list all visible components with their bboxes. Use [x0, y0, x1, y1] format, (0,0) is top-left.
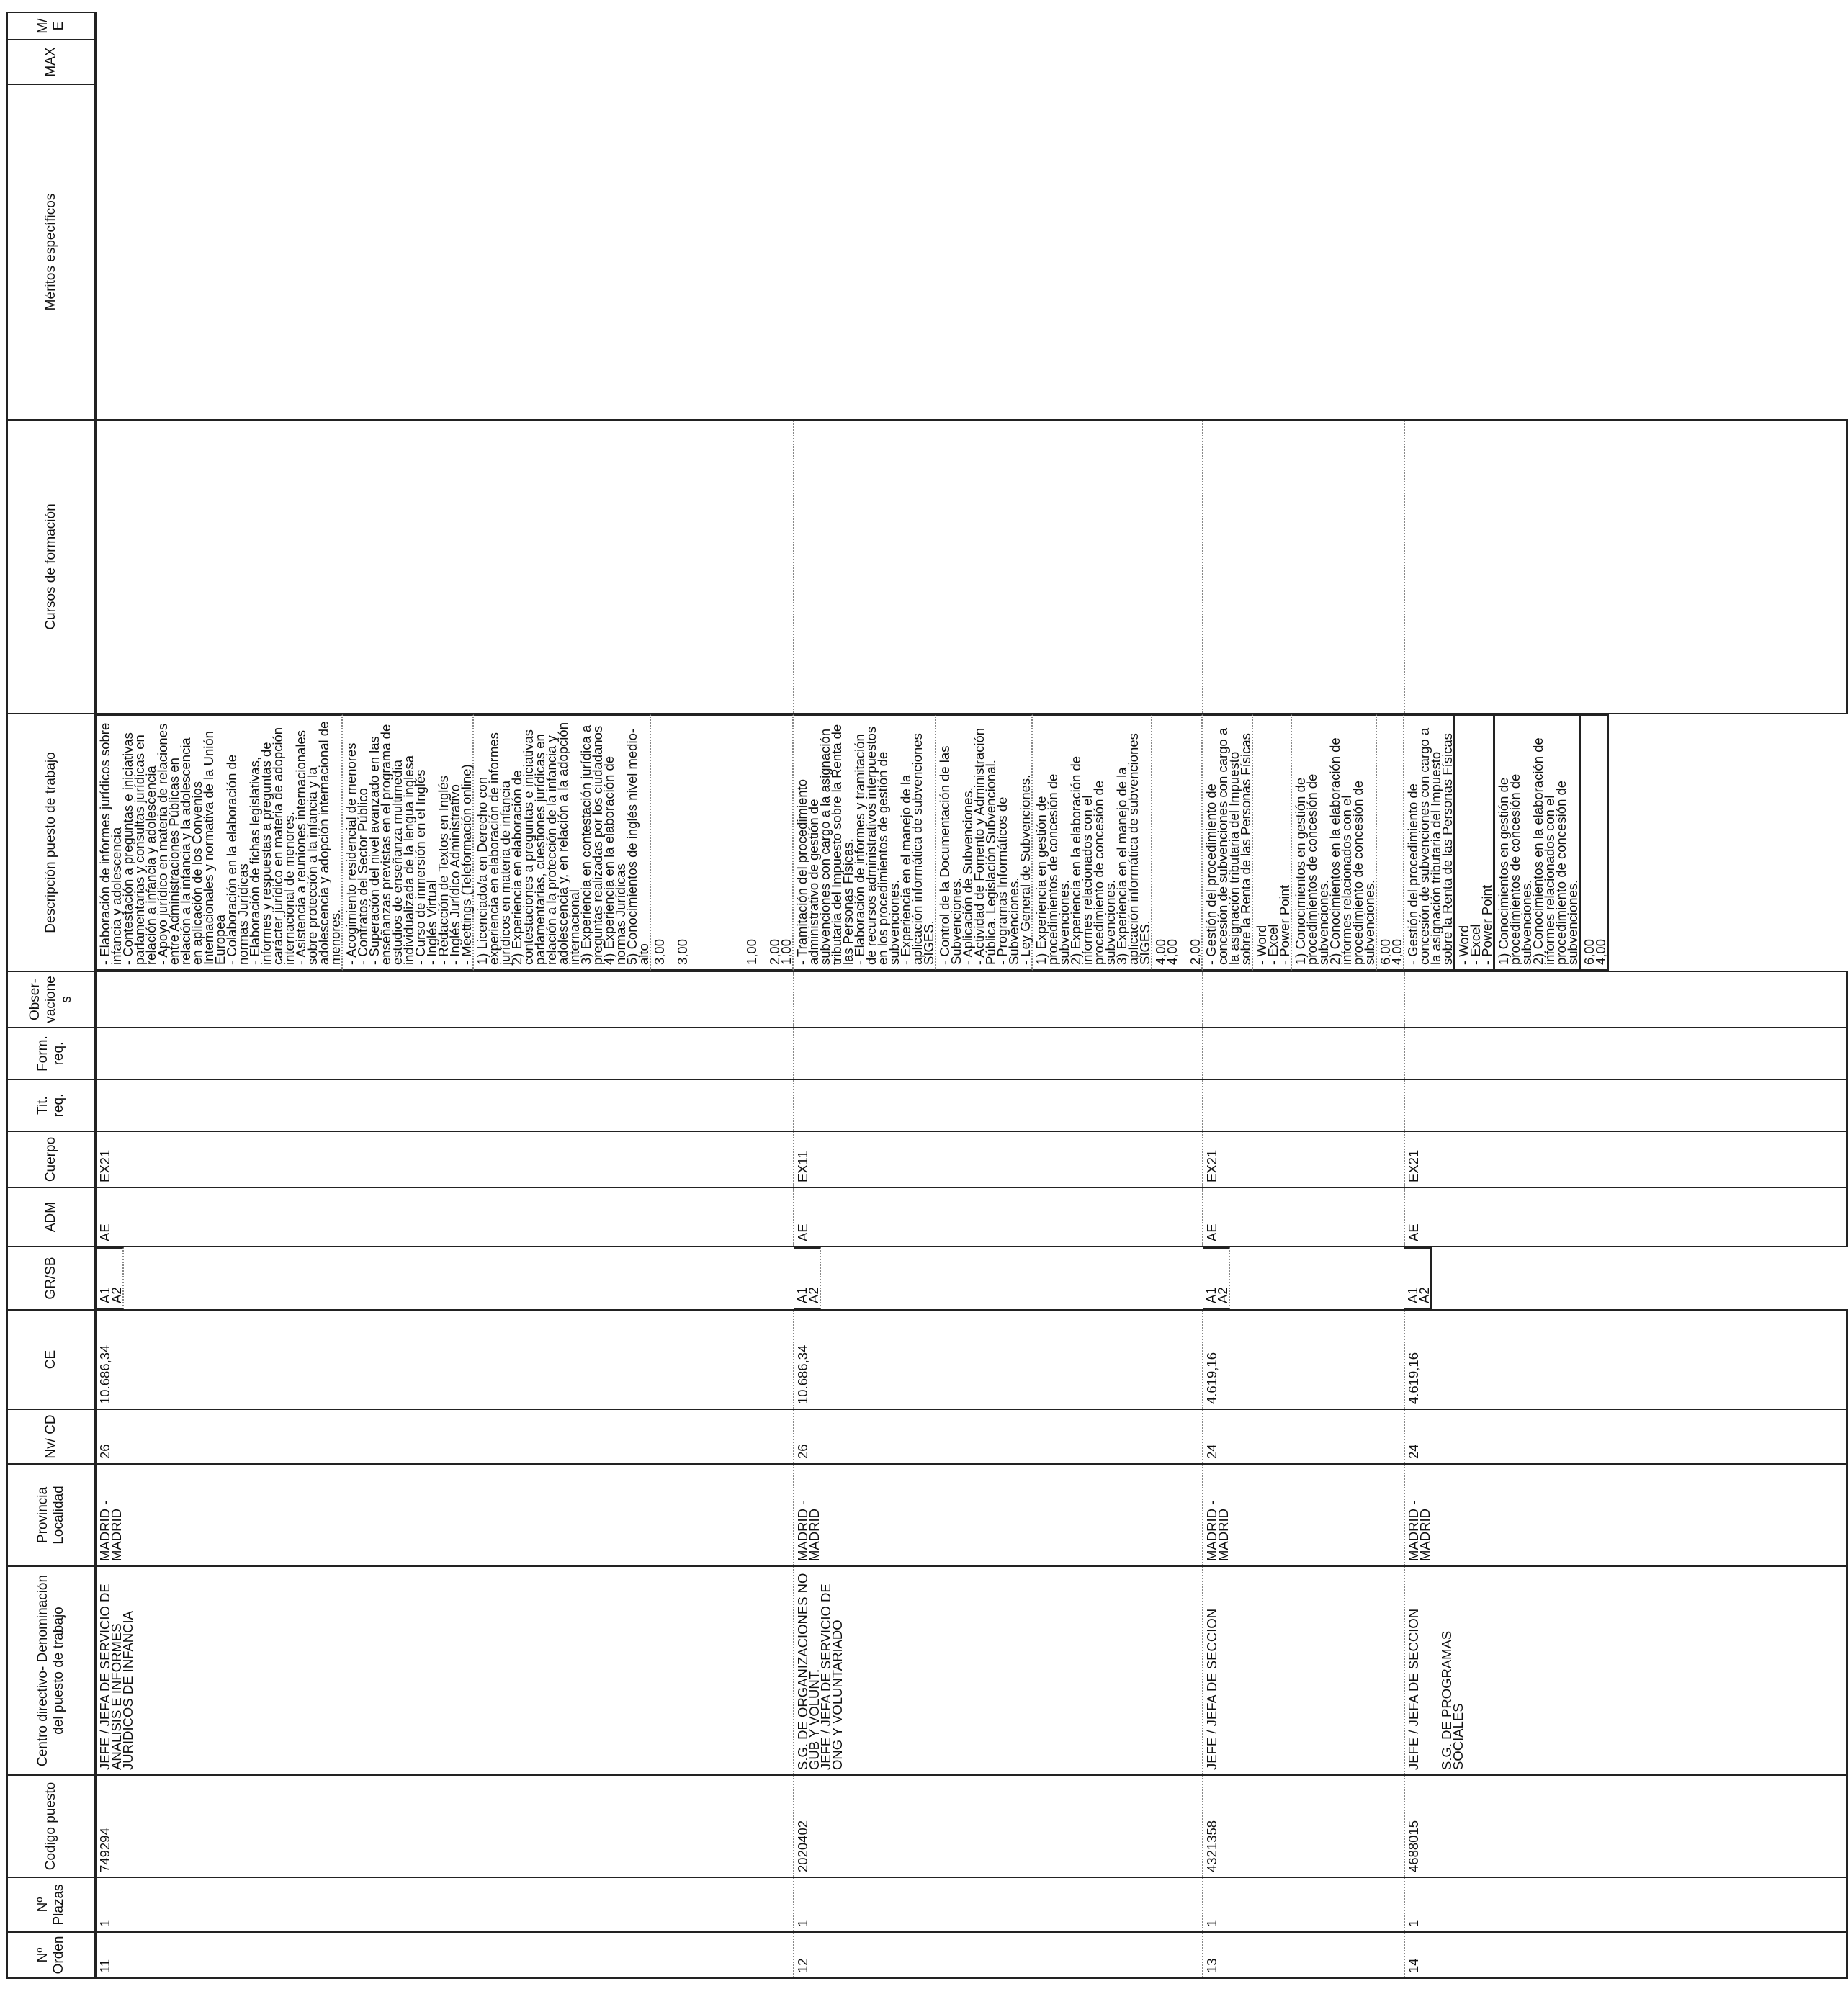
cell-adm: AE: [96, 1187, 794, 1246]
table-row: [96, 12, 794, 1978]
table-row: [794, 12, 1203, 1978]
table-row: [1404, 12, 1847, 1978]
cell-adm: AE: [1404, 1187, 1847, 1246]
header-ce: CE: [7, 1310, 96, 1409]
cell-ce: 10.686,34: [794, 1310, 1203, 1409]
cell-centro: [1203, 1566, 1404, 1775]
cell-nivel: 24: [1203, 1409, 1404, 1464]
cell-formacion: [794, 1028, 1203, 1079]
cell-descripcion: - Elaboración de informes jurídicos sobre infancia y adolescencia - Contestación a preguntas e iniciativas parlamentarias y consultas jurídicas en relación a infancia y adolescencia - Apoyo jurídico en materia de relaciones entre Administraciones Públicas en relación a la infancia y la adolescencia en aplicación de los Convenios Internacionales y normativa de la Unión Europea - Colaboración en la elaboración de normas Jurídicas - Elaboración de fichas legislativas, informes y respuestas a preguntas de carácter jurídico en materia de adopción internacional de menores. - Asistencia a reuniones internacionales sobre protección a la infancia y la adolescencia y adopción internacional de menores.: [97, 714, 343, 971]
cell-descripcion: - Tramitación del procedimiento administrativo de gestión de subvenciones con cargo a la asignación tributaria del Impuesto sobre la Renta de las Personas Físicas. - Elaboración de informes y tramitación de recursos administrativos interpuestos en los procedimientos de gestión de subvenciones. - Experiencia en el manejo de la aplicación informática de subvenciones SIGES.: [794, 714, 936, 971]
header-row: [7, 12, 96, 1978]
cell-cuerpo: EX21: [96, 1131, 794, 1187]
header-me: M/E: [7, 12, 96, 40]
cell-plazas: 1: [794, 1877, 1203, 1932]
cell-cursos: - Word - Excel - Power Point: [1253, 714, 1292, 971]
cell-adm: AE: [794, 1187, 1203, 1246]
cell-me: [1203, 420, 1404, 714]
cell-centro: [96, 1566, 794, 1775]
cell-titulacion: [1404, 1079, 1847, 1131]
cell-grupo: A1 A2: [97, 1247, 124, 1309]
cell-orden: 12: [794, 1932, 1203, 1978]
cell-centro: [1404, 1566, 1847, 1775]
cell-ce: 4.619,16: [1203, 1310, 1404, 1409]
cell-provincia: MADRID - MADRID: [96, 1464, 794, 1566]
header-nivel: Nv/ CD: [7, 1409, 96, 1464]
cell-cuerpo: EX11: [794, 1131, 1203, 1187]
header-meritos: Méritos específicos: [7, 84, 96, 420]
cell-provincia: MADRID - MADRID: [1203, 1464, 1404, 1566]
cell-denominacion: JEFE / JEFA DE SECCION: [1406, 1608, 1421, 1770]
cell-titulacion: [794, 1079, 1203, 1131]
cell-adm: AE: [1203, 1187, 1404, 1246]
cell-titulacion: [96, 1079, 794, 1131]
cell-grupo: A1 A2: [1203, 1247, 1230, 1309]
cell-centro: [794, 1566, 1203, 1775]
cell-formacion: [1404, 1028, 1847, 1079]
cell-centro-inferior: S.G. DE PROGRAMAS SOCIALES: [1439, 1630, 1466, 1770]
cell-meritos: 1) Experiencia en gestión de procedimientos de concesión de subvenciones. 2) Experiencia en la elaboración de informes relacionados con el procedimiento de concesión de subvenciones. 3) Experiencia en el manejo de la aplicación informática de subvenciones SIGES.: [1033, 714, 1152, 971]
cell-denominacion: JEFE / JEFA DE SERVICIO DE ONG Y VOLUNTARIADO: [818, 1584, 845, 1770]
cell-max: 4,00 4,00 2,00: [1152, 714, 1203, 971]
header-descripcion: Descripción puesto de trabajo: [7, 714, 96, 971]
cell-plazas: 1: [1404, 1877, 1847, 1932]
cell-orden: 11: [96, 1932, 794, 1978]
cell-centro-superior: S.G. DE ORGANIZACIONES NO GUB Y VOLUNT.: [795, 1573, 822, 1770]
cell-me: [1404, 420, 1847, 714]
cell-orden: 13: [1203, 1932, 1404, 1978]
cell-cuerpo: EX21: [1404, 1131, 1847, 1187]
cell-nivel: 24: [1404, 1409, 1847, 1464]
cell-grupo: A1 A2: [1404, 1247, 1432, 1309]
cell-max: 3,00 3,00 1,00 2,00 1,00: [651, 714, 794, 971]
cell-observaciones: [96, 971, 794, 1028]
cell-grupo: A1 A2: [794, 1247, 821, 1309]
header-cursos: Cursos de formación: [7, 420, 96, 714]
cell-codigo: 4688015: [1404, 1775, 1847, 1877]
job-positions-table: [6, 12, 1848, 1979]
cell-meritos: 1) Licenciado/a en Derecho con experiencia en elaboración de informes jurídicos en materia de infancia 2) Experiencia en elaboración de contestaciones a preguntas e iniciativas parlamentarias, cuestiones jurídicas en relación a la protección de la infancia y adolescencia y, en relación a la adopción internacional 3) Experiencia en contestación jurídica a preguntas realizadas por los ciudadanos 4) Experiencia en la elaboración de normas Jurídicas 5) Conocimientos de inglés nivel medio-alto: [474, 714, 651, 971]
cell-formacion: [96, 1028, 794, 1079]
header-cuerpo: Cuerpo: [7, 1131, 96, 1187]
header-plazas: Nº Plazas: [7, 1877, 96, 1932]
cell-cursos: - Acogimiento residencial de menores - Contratos del Sector Público - Superación del nivel avanzado en las enseñanzas previstas en el programa de estudios de enseñanza multimedia individualizada de la lengua inglesa - Curso de inmersión en el Inglés - Inglés Virtual - Redacción de Textos en Inglés - Inglés Jurídico Administrativo - Meettings (Teleformación online): [343, 714, 474, 971]
cell-plazas: 1: [1203, 1877, 1404, 1932]
cell-ce: 10.686,34: [96, 1310, 794, 1409]
cell-plazas: 1: [96, 1877, 794, 1932]
cell-me: [96, 420, 794, 714]
header-adm: ADM: [7, 1187, 96, 1246]
cell-nivel: 26: [96, 1409, 794, 1464]
header-grupo: GR/SB: [7, 1246, 96, 1310]
header-titulacion: Tit. req.: [7, 1079, 96, 1131]
cell-me: [794, 420, 1203, 714]
cell-cuerpo: EX21: [1203, 1131, 1404, 1187]
cell-codigo: 2020402: [794, 1775, 1203, 1877]
cell-orden: 14: [1404, 1932, 1847, 1978]
header-provincia: Provincia Localidad: [7, 1464, 96, 1566]
header-codigo: Codigo puesto: [7, 1775, 96, 1877]
cell-nivel: 26: [794, 1409, 1203, 1464]
table-row: [1203, 12, 1404, 1978]
cell-max: 6,00 4,00: [1377, 714, 1404, 971]
header-orden: Nº Orden: [7, 1932, 96, 1978]
cell-descripcion: - Gestión del procedimiento de concesión de subvenciones con cargo a la asignación tributaria del Impuesto sobre la Renta de las Personas Físicas: [1203, 714, 1253, 971]
cell-max: 6,00 4,00: [1581, 714, 1609, 971]
cell-observaciones: [1203, 971, 1404, 1028]
cell-codigo: 4321358: [1203, 1775, 1404, 1877]
cell-cursos: - Control de la Documentación de las Subvenciones. - Aplicación de Subvenciones. - Actividad de Fomento y Administración Pública. Legislación Subvencional. - Programas Informáticos de Subvenciones. - Ley General de Subvenciones.: [936, 714, 1033, 971]
header-max: MAX: [7, 40, 96, 84]
cell-titulacion: [1203, 1079, 1404, 1131]
cell-formacion: [1203, 1028, 1404, 1079]
cell-cursos: - Word - Excel - Power Point: [1455, 714, 1495, 971]
cell-meritos: 1) Conocimientos en gestión de procedimientos de concesión de subvenciones. 2) Conocimientos en la elaboración de informes relacionados con el procedimiento de concesión de subvenciones.: [1292, 714, 1377, 971]
cell-meritos: 1) Conocimientos en gestión de procedimientos de concesión de subvenciones. 2) Conocimientos en la elaboración de informes relacionados con el procedimiento de concesión de subvenciones.: [1495, 714, 1581, 971]
header-formacion: Form. req.: [7, 1028, 96, 1079]
cell-provincia: MADRID - MADRID: [794, 1464, 1203, 1566]
header-centro: Centro directivo- Denominación del puesto de trabajo: [7, 1566, 96, 1775]
cell-provincia: MADRID - MADRID: [1404, 1464, 1847, 1566]
cell-observaciones: [1404, 971, 1847, 1028]
cell-ce: 4.619,16: [1404, 1310, 1847, 1409]
cell-denominacion: JEFE / JEFA DE SECCION: [1204, 1608, 1219, 1770]
cell-descripcion: - Gestión del procedimiento de concesión de subvenciones con cargo a la asignación tributaria del Impuesto sobre la Renta de las Personas Físicas: [1404, 714, 1455, 971]
cell-codigo: 749294: [96, 1775, 794, 1877]
cell-observaciones: [794, 971, 1203, 1028]
cell-denominacion: JEFE / JEFA DE SERVICIO DE ANALISIS E INFORMES JURIDICOS DE INFANCIA: [97, 1584, 135, 1770]
header-observaciones: Obser- vaciones: [7, 971, 96, 1028]
